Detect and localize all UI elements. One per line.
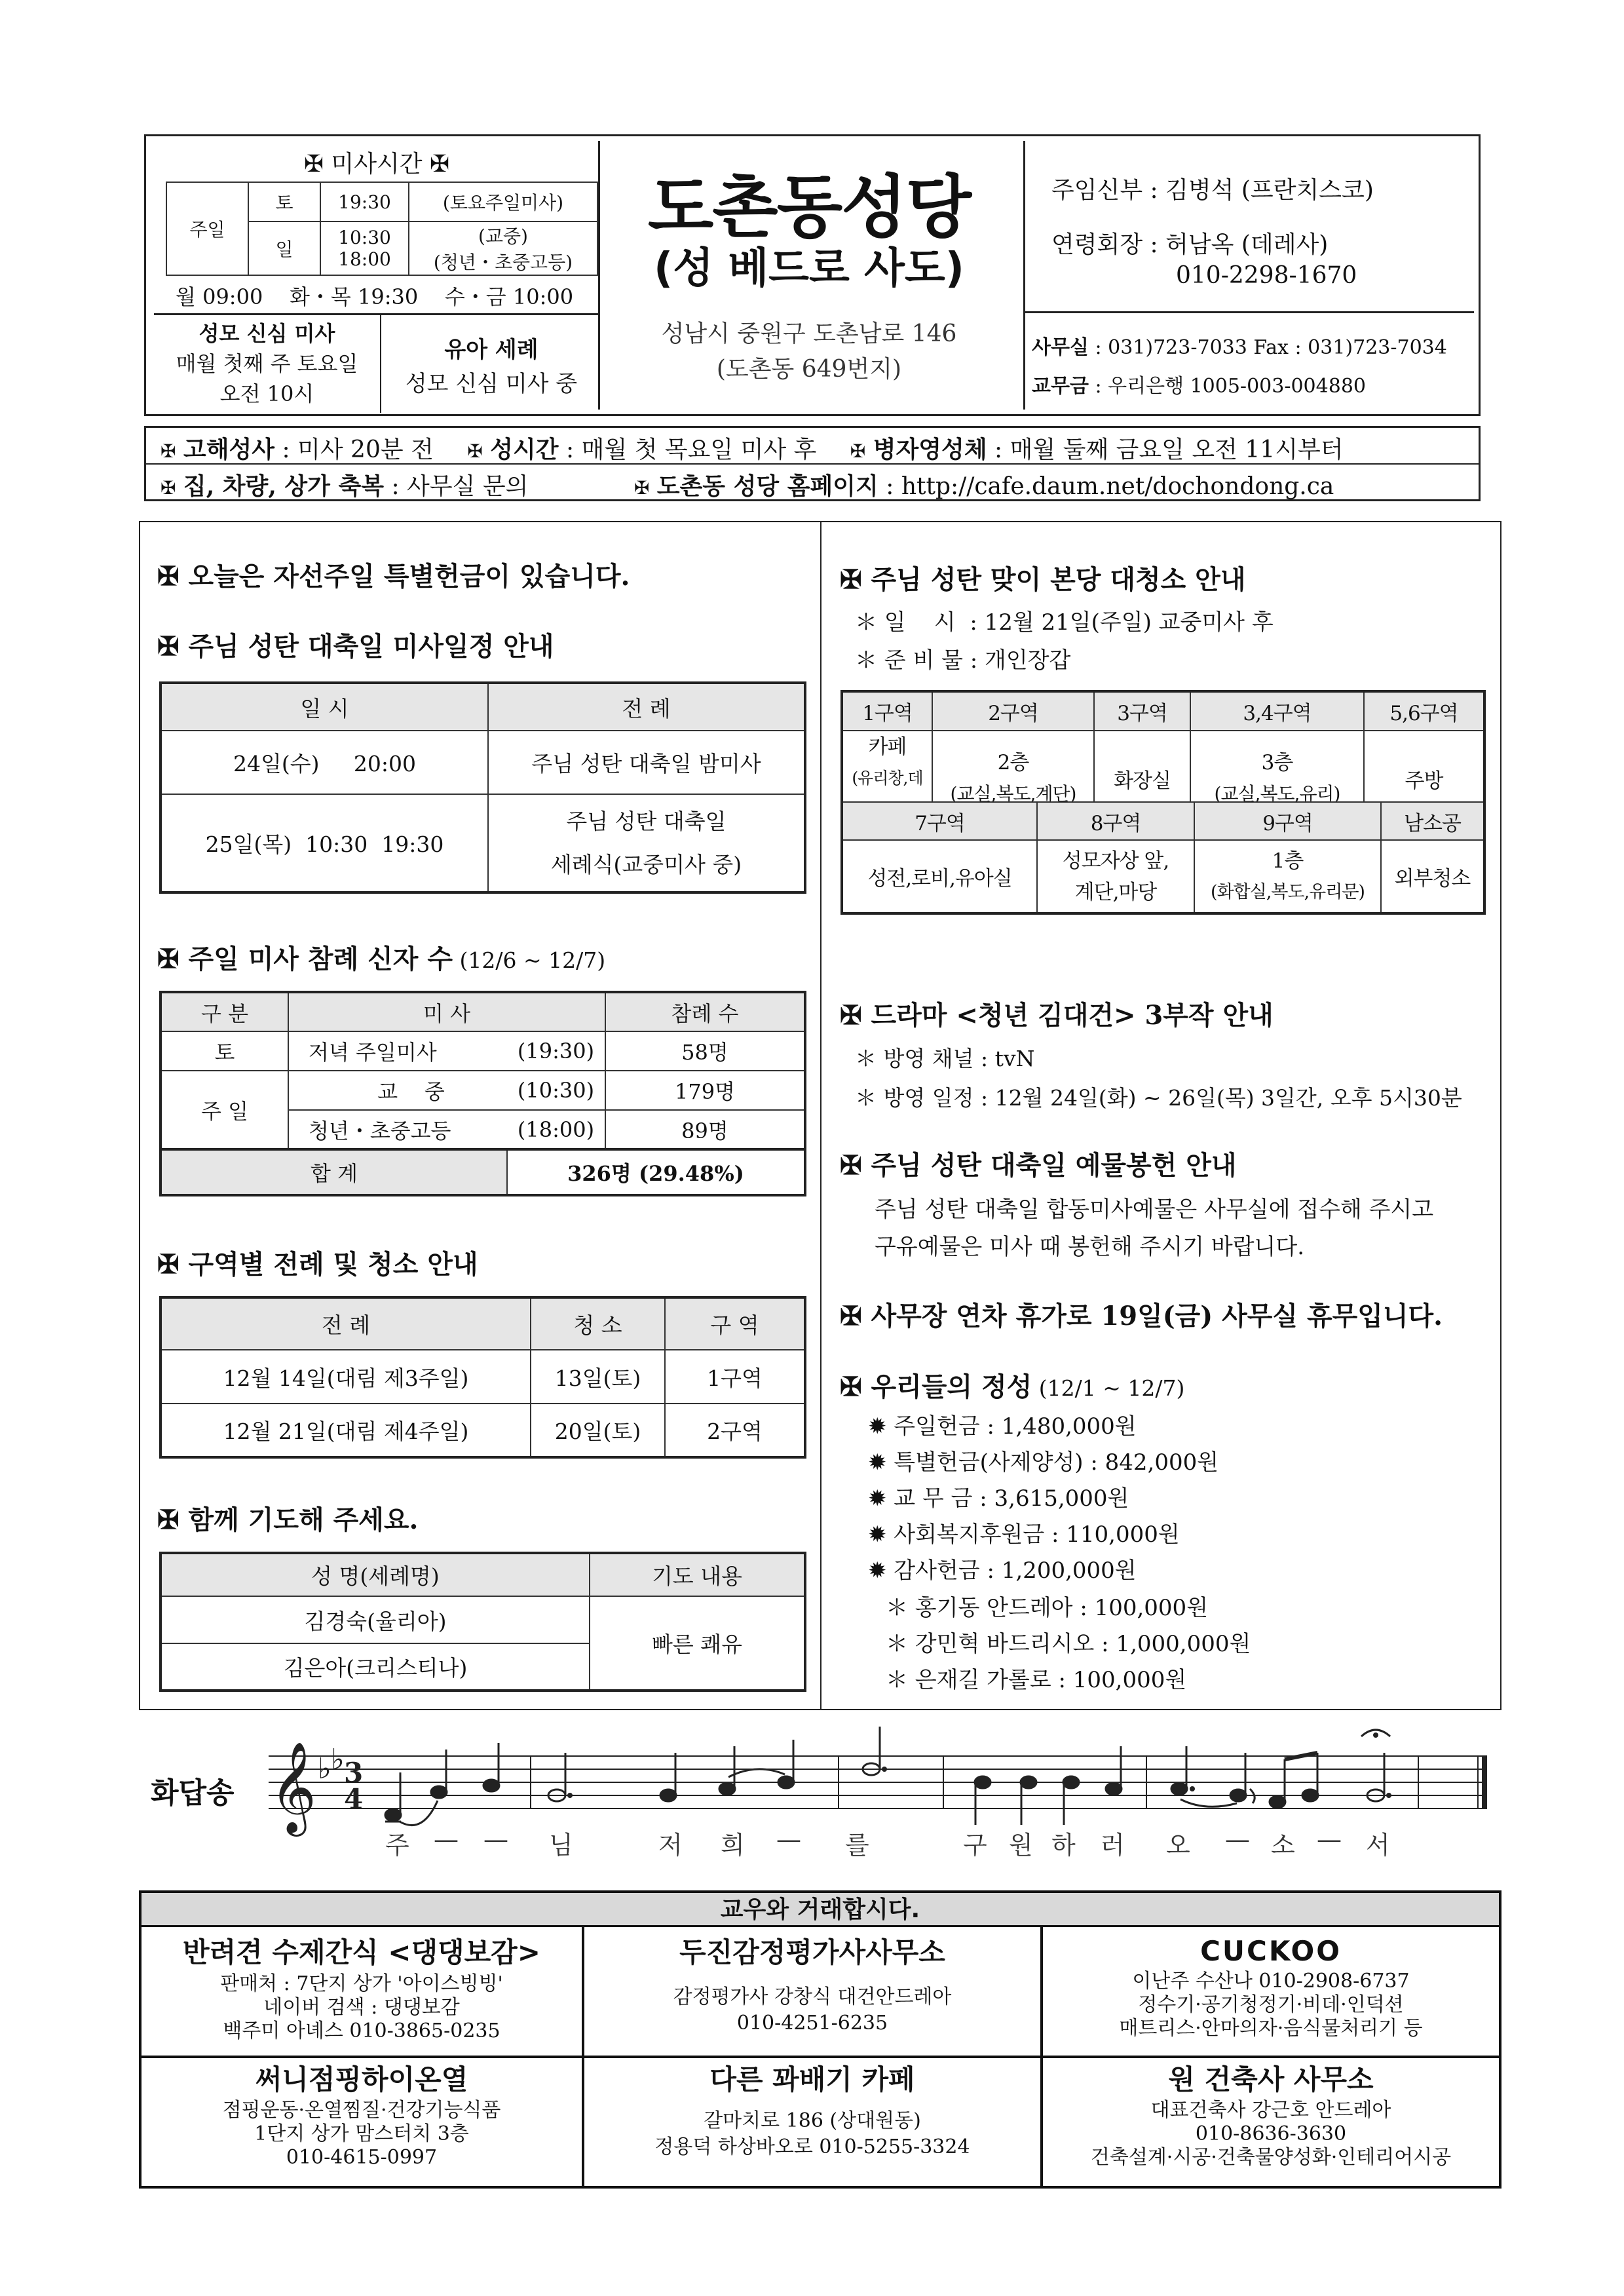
donation-item: ✹ 사회복지후원금 : 110,000원 xyxy=(868,1521,1180,1548)
sun-notes xyxy=(409,221,597,275)
cross-icon: ✠ xyxy=(633,477,650,499)
attendance-sun1-count: 179명 xyxy=(605,1071,805,1110)
cross-icon: ✠ xyxy=(157,1249,179,1280)
mass-times-title: ✠ 미사시간 ✠ xyxy=(303,151,450,178)
district-3-area: 화장실 xyxy=(1094,731,1190,827)
christmas-row2-date: 25일(목) 10:30 19:30 xyxy=(161,794,488,892)
prayer-title-text: 함께 기도해 주세요. xyxy=(188,1504,419,1535)
attendance-sun2-count: 89명 xyxy=(605,1110,805,1149)
ad-dogtreats-line1: 판매처 : 7단지 상가 '아이스빙빙' xyxy=(220,1972,503,1995)
ad-jumping-line3: 010-4615-0997 xyxy=(286,2146,438,2169)
cross-icon: ✠ xyxy=(840,1301,862,1331)
liturgy-row2-date: 12월 21일(대림 제4주일) xyxy=(161,1404,531,1457)
ad-appraisal-line1: 감정평가사 강창식 대건안드레아 xyxy=(673,1985,952,2008)
attendance-total-label: 합 계 xyxy=(161,1149,507,1195)
time-signature-top: 3 xyxy=(344,1757,364,1789)
liturgy-row1-date: 12월 14일(대림 제3주일) xyxy=(161,1350,531,1404)
first-saturday-line2: 오전 10시 xyxy=(219,381,314,406)
district-8-area-2: 계단,마당 xyxy=(1074,880,1157,904)
notice-charity-text: 오늘은 자선주일 특별헌금이 있습니다. xyxy=(188,561,630,592)
district-1-area-1: 카페 xyxy=(868,735,907,759)
ad-dogtreats-line2: 네이버 검색 : 댕댕보감 xyxy=(263,1996,460,2019)
ad-architect-line2: 010-8636-3630 xyxy=(1195,2122,1347,2145)
church-address xyxy=(599,316,1019,387)
attendance-sat-count: 58명 xyxy=(605,1031,805,1071)
adoration-value: : 매월 첫 목요일 미사 후 xyxy=(558,436,817,463)
district-8-area xyxy=(1037,840,1194,913)
lyric-syllable: 러 xyxy=(1101,1831,1125,1860)
attendance-sun2-time: (18:00) xyxy=(507,1110,605,1149)
ad-appraisal xyxy=(584,1933,1040,2037)
attendance-sat-mass: 저녁 주일미사 xyxy=(288,1031,507,1071)
christmas-row1-liturgy: 주님 성탄 대축일 밤미사 xyxy=(488,731,805,794)
lyric-syllable: 원 xyxy=(1009,1831,1033,1860)
prayer-content: 빠른 쾌유 xyxy=(590,1596,805,1691)
sunday-label: 주일 xyxy=(166,182,248,275)
christmas-row2-liturgy xyxy=(488,794,805,892)
lyric-syllable: 하 xyxy=(1051,1831,1076,1860)
attendance-sun2-mass: 청년・초중고등 xyxy=(288,1110,507,1149)
office-value: : 031)723-7033 Fax : 031)723-7034 xyxy=(1088,336,1447,359)
ad-dogtreats-title: 반려견 수제간식 <댕댕보감> xyxy=(183,1936,540,1968)
lyric-syllable: 를 xyxy=(845,1831,869,1860)
attendance-header-count: 참례 수 xyxy=(605,992,805,1031)
lyric-syllable: — xyxy=(776,1825,801,1854)
ad-kkwabaegi-line1: 갈마치로 186 (상대원동) xyxy=(704,2109,921,2132)
lyric-syllable: — xyxy=(483,1825,508,1854)
vacation-notice-text: 사무장 연차 휴가로 19일(금) 사무실 휴무입니다. xyxy=(871,1301,1443,1331)
weekday-mass-times: 월 09:00 화・목 19:30 수・금 10:00 xyxy=(176,284,574,309)
lyric-syllable: 님 xyxy=(549,1831,573,1860)
first-saturday-line1: 매월 첫째 주 토요일 xyxy=(176,351,358,376)
psalm-label: 화답송 xyxy=(151,1776,235,1810)
ad-cuckoo-line2: 정수기·공기청정기·비데·인덕션 xyxy=(1138,1993,1404,2016)
cross-icon: ✠ xyxy=(467,440,483,462)
blessing-value: : 사무실 문의 xyxy=(384,473,529,500)
christmas-mass-table xyxy=(159,681,806,894)
ad-dogtreats-line3: 백주미 아녜스 010-3865-0235 xyxy=(223,2019,500,2042)
christmas-row2-line1: 주님 성탄 대축일 xyxy=(566,808,727,834)
district-9-area-1: 1층 xyxy=(1272,849,1304,873)
district-3-4-area-2: (교실,복도,유리) xyxy=(1214,783,1340,805)
sun-time-2: 18:00 xyxy=(338,248,391,270)
drama-title-text: 드라마 <청년 김대건> 3부작 안내 xyxy=(871,1000,1274,1031)
district-namsogong: 남소공 xyxy=(1381,802,1484,840)
district-1: 1구역 xyxy=(842,691,932,731)
sick-communion-label: 병자영성체 xyxy=(873,436,987,463)
attendance-sun1-time: (10:30) xyxy=(507,1071,605,1110)
liturgy-header-3: 구 역 xyxy=(665,1297,805,1350)
cleaning-title xyxy=(840,559,1245,596)
district-2: 2구역 xyxy=(932,691,1094,731)
church-subtitle: (성 베드로 사도) xyxy=(653,244,964,293)
infant-baptism-line1: 성모 신심 미사 중 xyxy=(405,371,578,397)
header-divider-v-small xyxy=(380,315,381,413)
ad-cuckoo xyxy=(1043,1933,1499,2040)
infant-baptism-block xyxy=(383,333,599,401)
ad-kkwabaegi-line2: 정용덕 하상바오로 010-5255-3324 xyxy=(654,2135,970,2158)
donation-title xyxy=(840,1366,1184,1404)
christmas-row1-date: 24일(수) 20:00 xyxy=(161,731,488,794)
info-row-1 xyxy=(161,431,1344,465)
infant-baptism-title: 유아 세례 xyxy=(444,337,538,363)
prayer-row1-name: 김경숙(율리아) xyxy=(161,1596,590,1643)
blessing-label: 집, 차량, 상가 축복 xyxy=(183,472,385,500)
lyric-syllable: 구 xyxy=(963,1831,987,1860)
ad-dogtreats xyxy=(142,1933,582,2043)
lyric-syllable: — xyxy=(1317,1825,1342,1854)
cross-icon: ✠ xyxy=(157,561,179,592)
fund-contact xyxy=(1032,370,1366,398)
donation-list xyxy=(868,1409,1218,1589)
time-signature-bottom: 4 xyxy=(344,1783,364,1815)
liturgy-header-2: 청 소 xyxy=(531,1297,665,1350)
cleaning-table-bottom xyxy=(840,801,1486,915)
district-9-area-2: (화합실,복도,유리문) xyxy=(1211,881,1365,902)
district-3-4: 3,4구역 xyxy=(1190,691,1364,731)
notice-charity xyxy=(157,556,630,593)
district-7-area: 성전,로비,유아실 xyxy=(842,840,1037,913)
sat-label: 토 xyxy=(248,182,320,221)
cross-icon: ✠ xyxy=(840,1371,862,1402)
donation-sub-item: ＊ 홍기동 안드레아 : 100,000원 xyxy=(886,1595,1209,1621)
donation-item: ✹ 감사헌금 : 1,200,000원 xyxy=(868,1558,1137,1584)
cleaning-title-text: 주님 성탄 맞이 본당 대청소 안내 xyxy=(871,564,1246,595)
district-1-area-2: (유리창,데크) xyxy=(852,769,923,819)
drama-schedule: ＊ 방영 일정 : 12월 24일(화) ~ 26일(목) 3일간, 오후 5시30분 xyxy=(855,1085,1462,1111)
cross-icon: ✠ xyxy=(840,564,862,595)
christmas-mass-title xyxy=(157,626,554,663)
ad-architect-title: 원 건축사 사무소 xyxy=(1168,2063,1374,2095)
prayer-title xyxy=(157,1499,418,1537)
fund-label: 교무금 xyxy=(1032,375,1089,398)
liturgy-title-text: 구역별 전례 및 청소 안내 xyxy=(188,1249,478,1280)
donation-sub-item: ＊ 은재길 가롤로 : 100,000원 xyxy=(886,1667,1187,1693)
cross-icon: ✠ xyxy=(840,1150,862,1181)
cross-icon: ✠ xyxy=(840,1000,862,1031)
cross-icon: ✠ xyxy=(157,944,179,974)
first-saturday-title: 성모 신심 미사 xyxy=(198,321,335,346)
district-2-area-2: (교실,복도,계단) xyxy=(950,783,1076,805)
cross-icon: ✠ xyxy=(161,440,176,462)
prayer-table xyxy=(159,1552,806,1692)
district-2-area-1: 2층 xyxy=(997,751,1029,775)
christmas-header-date: 일 시 xyxy=(161,683,488,731)
psalm-lyrics xyxy=(0,1825,1624,1864)
church-name: 도촌동성당 xyxy=(647,167,971,247)
header-divider-h2 xyxy=(1025,311,1474,313)
confession-label: 고해성사 xyxy=(183,436,275,463)
sun-times xyxy=(320,221,409,275)
svg-text:♭: ♭ xyxy=(318,1752,331,1786)
attendance-sat: 토 xyxy=(161,1031,288,1071)
confession-value: : 미사 20분 전 xyxy=(274,436,434,463)
attendance-header-mass: 미 사 xyxy=(288,992,605,1031)
christmas-mass-title-text: 주님 성탄 대축일 미사일정 안내 xyxy=(188,631,554,662)
svg-text:♭: ♭ xyxy=(331,1743,345,1776)
pastor: 주임신부 : 김병석 (프란치스코) xyxy=(1051,177,1374,204)
donation-item: ✹ 교 무 금 : 3,615,000원 xyxy=(868,1485,1129,1512)
lyric-syllable: 주 xyxy=(385,1831,409,1860)
cross-icon: ✠ xyxy=(157,631,179,662)
chairman-phone: 010-2298-1670 xyxy=(1176,262,1357,289)
ad-architect xyxy=(1043,2061,1499,2170)
ad-architect-line3: 건축설계·시공·건축물양성화·인테리어시공 xyxy=(1090,2146,1452,2169)
header-divider-h xyxy=(154,313,599,315)
district-3-4-area-1: 3층 xyxy=(1261,751,1293,775)
donation-sub-item: ＊ 강민혁 바드리시오 : 1,000,000원 xyxy=(886,1631,1251,1657)
info-row-2 xyxy=(161,468,1334,501)
lyric-syllable: 서 xyxy=(1366,1831,1390,1860)
vacation-notice xyxy=(840,1295,1443,1333)
district-8-area-1: 성모자상 앞, xyxy=(1062,849,1169,873)
district-9-area xyxy=(1194,840,1381,913)
sun-note-1: (교중) xyxy=(478,225,528,247)
district-3: 3구역 xyxy=(1094,691,1190,731)
ads-divider-h xyxy=(142,2056,1499,2058)
sun-note-2: (청년・초중고등) xyxy=(433,252,573,273)
liturgy-table xyxy=(159,1296,806,1459)
chairman: 연령회장 : 허남옥 (데레사) xyxy=(1051,231,1329,258)
homepage-label: 도촌동 성당 홈페이지 xyxy=(656,472,878,500)
cross-icon: ✠ xyxy=(157,1504,179,1535)
attendance-sun1-mass: 교 중 xyxy=(288,1071,507,1110)
lyric-syllable: 오 xyxy=(1166,1831,1190,1860)
donation-range: (12/1 ~ 12/7) xyxy=(1032,1375,1185,1401)
lyric-syllable: 희 xyxy=(721,1831,745,1860)
sat-time: 19:30 xyxy=(320,182,409,221)
christmas-header-liturgy: 전 례 xyxy=(488,683,805,731)
cross-icon: ✠ xyxy=(850,440,866,462)
sick-communion-value: : 매월 둘째 금요일 오전 11시부터 xyxy=(987,436,1344,463)
district-5-6: 5,6구역 xyxy=(1364,691,1484,731)
cleaning-date: ＊ 일 시 : 12월 21일(주일) 교중미사 후 xyxy=(855,609,1274,636)
liturgy-row2-district: 2구역 xyxy=(665,1404,805,1457)
ad-appraisal-line2: 010-4251-6235 xyxy=(736,2012,888,2035)
ad-jumping-title: 써니점핑하이온열 xyxy=(255,2063,468,2095)
donation-sub-list xyxy=(886,1590,1251,1698)
liturgy-row1-cleaning: 13일(토) xyxy=(531,1350,665,1404)
fund-value: : 우리은행 1005-003-004880 xyxy=(1088,375,1366,398)
attendance-title xyxy=(157,938,605,976)
first-saturday-block xyxy=(157,318,377,409)
donation-item: ✹ 주일헌금 : 1,480,000원 xyxy=(868,1413,1137,1440)
homepage-link[interactable]: : http://cafe.daum.net/dochondong.ca xyxy=(878,473,1334,500)
prayer-row2-name: 김은아(크리스티나) xyxy=(161,1643,590,1691)
ad-appraisal-title: 두진감정평가사사무소 xyxy=(679,1936,945,1968)
ad-jumping-line1: 점핑운동·온열찜질·건강기능식품 xyxy=(222,2099,501,2122)
address-line1: 성남시 중원구 도촌남로 146 xyxy=(661,320,957,347)
ad-architect-line1: 대표건축사 강근호 안드레아 xyxy=(1150,2099,1391,2122)
sat-note: (토요주일미사) xyxy=(409,182,597,221)
prayer-header-content: 기도 내용 xyxy=(590,1553,805,1596)
district-namsogong-area: 외부청소 xyxy=(1381,840,1484,913)
ad-jumping-line2: 1단지 상가 맘스터치 3층 xyxy=(254,2122,469,2145)
ad-kkwabaegi-title: 다른 꽈배기 카페 xyxy=(709,2063,915,2095)
attendance-sat-time: (19:30) xyxy=(507,1031,605,1071)
district-5-6-area: 주방 xyxy=(1364,731,1484,827)
lyric-syllable: — xyxy=(1225,1825,1250,1854)
lyric-syllable: 소 xyxy=(1271,1831,1295,1860)
attendance-sun: 주 일 xyxy=(161,1071,288,1149)
attendance-table xyxy=(159,991,806,1196)
address-line2: (도촌동 649번지) xyxy=(716,356,902,383)
sun-label: 일 xyxy=(248,221,320,275)
office-contact xyxy=(1032,331,1447,360)
attendance-range: (12/6 ~ 12/7) xyxy=(452,947,606,973)
svg-text:𝄞: 𝄞 xyxy=(270,1742,316,1833)
ad-jumping xyxy=(142,2061,582,2170)
donation-item: ✹ 특별헌금(사제양성) : 842,000원 xyxy=(868,1449,1219,1476)
header-divider-v2 xyxy=(1023,141,1025,410)
ad-kkwabaegi xyxy=(584,2061,1040,2160)
ad-cuckoo-line1: 이난주 수산나 010-2908-6737 xyxy=(1132,1970,1410,1993)
offering-line1: 주님 성탄 대축일 합동미사예물은 사무실에 접수해 주시고 xyxy=(875,1196,1434,1223)
liturgy-title xyxy=(157,1244,478,1281)
drama-channel: ＊ 방영 채널 : tvN xyxy=(855,1046,1035,1071)
ad-cuckoo-line3: 매트리스·안마의자·음식물처리기 등 xyxy=(1119,2017,1423,2040)
attendance-title-text: 주일 미사 참례 신자 수 xyxy=(188,944,453,974)
prayer-header-name: 성 명(세례명) xyxy=(161,1553,590,1596)
offering-title xyxy=(840,1145,1237,1182)
mass-times-table xyxy=(166,182,598,276)
offering-title-text: 주님 성탄 대축일 예물봉헌 안내 xyxy=(871,1150,1237,1181)
adoration-label: 성시간 xyxy=(490,436,559,463)
lyric-syllable: 저 xyxy=(658,1831,683,1860)
district-8: 8구역 xyxy=(1037,802,1194,840)
main-column-divider xyxy=(820,522,821,1709)
liturgy-header-1: 전 례 xyxy=(161,1297,531,1350)
offering-line2: 구유예물은 미사 때 봉헌해 주시기 바랍니다. xyxy=(875,1234,1305,1260)
liturgy-row2-cleaning: 20일(토) xyxy=(531,1404,665,1457)
district-7: 7구역 xyxy=(842,802,1037,840)
christmas-row2-line2: 세례식(교중미사 중) xyxy=(550,851,742,877)
drama-title xyxy=(840,995,1274,1032)
ads-banner: 교우와 거래합시다. xyxy=(142,1893,1499,1927)
office-label: 사무실 xyxy=(1032,336,1089,359)
district-9: 9구역 xyxy=(1194,802,1381,840)
cross-icon: ✠ xyxy=(161,477,176,499)
ad-cuckoo-title: CUCKOO xyxy=(1200,1935,1342,1967)
donation-title-text: 우리들의 정성 xyxy=(871,1371,1032,1402)
attendance-total-value: 326명 (29.48%) xyxy=(507,1149,805,1195)
attendance-header-type: 구 분 xyxy=(161,992,288,1031)
cleaning-items: ＊ 준 비 물 : 개인장갑 xyxy=(855,647,1071,674)
sun-time-1: 10:30 xyxy=(338,227,391,248)
liturgy-row1-district: 1구역 xyxy=(665,1350,805,1404)
lyric-syllable: — xyxy=(434,1825,459,1854)
